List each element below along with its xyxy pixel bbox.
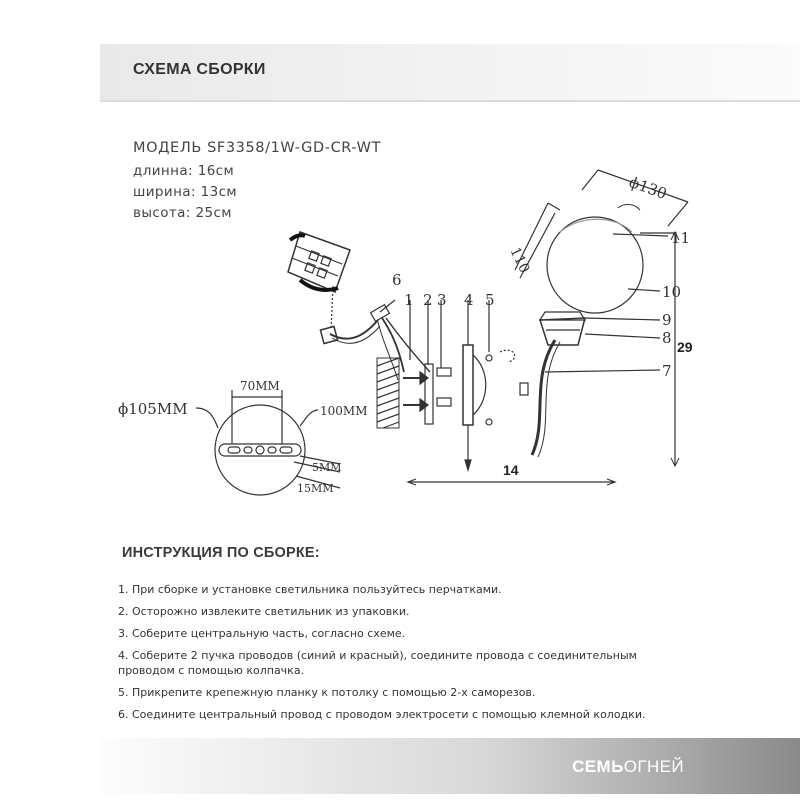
brand-logo bbox=[572, 757, 684, 777]
instruction-item: 1. При сборке и установке светильника пользуйтесь перчатками. bbox=[118, 583, 502, 596]
part-number-1: 1 bbox=[404, 291, 414, 309]
part-number-4: 4 bbox=[464, 291, 474, 309]
part-number-2: 2 bbox=[423, 291, 433, 309]
spec-height: высота: 25см bbox=[133, 205, 232, 221]
model-name: МОДЕЛЬ SF3358/1W-GD-CR-WT bbox=[133, 140, 382, 156]
brand-bold: СЕМЬ bbox=[572, 757, 624, 776]
instruction-item: 6. Соедините центральный провод с проводом электросети с помощью клемной колодки. bbox=[118, 708, 646, 721]
projection-dimension: 14 bbox=[503, 462, 519, 478]
dimension-lines bbox=[408, 170, 691, 485]
ceiling-hatch bbox=[377, 358, 399, 428]
shade-diameter-label: ϕ130 bbox=[626, 172, 670, 204]
part-number-7: 7 bbox=[662, 362, 672, 380]
instruction-item: 4. Соберите 2 пучка проводов (синий и красный), соедините провода с соединительным проводом с помощью колпачка. bbox=[118, 649, 637, 677]
spec-width: ширина: 13см bbox=[133, 184, 237, 200]
mount-depth-label: 100ММ bbox=[320, 404, 368, 418]
spec-length: длинна: 16см bbox=[133, 163, 235, 179]
part-number-5: 5 bbox=[485, 291, 495, 309]
part-number-6: 6 bbox=[392, 271, 402, 289]
instruction-item: 3. Соберите центральную часть, согласно схеме. bbox=[118, 627, 406, 640]
part-number-3: 3 bbox=[437, 291, 447, 309]
mount-plate-detail bbox=[196, 390, 340, 495]
height-dimension: 29 bbox=[677, 339, 693, 355]
part-number-10: 10 bbox=[662, 283, 682, 301]
instructions-list bbox=[118, 582, 738, 729]
instructions-title: ИНСТРУКЦИЯ ПО СБОРКЕ: bbox=[122, 545, 320, 561]
screws bbox=[403, 300, 451, 424]
lamp-arm bbox=[520, 312, 585, 457]
mount-spacing-label: 70ММ bbox=[240, 379, 280, 393]
slot-large-label: 15ММ bbox=[297, 482, 334, 495]
slot-small-label: 5ММ bbox=[312, 461, 342, 474]
part-number-11: 11 bbox=[671, 229, 691, 247]
terminal-block-detail bbox=[288, 232, 350, 330]
mount-diameter-label: ϕ105ММ bbox=[118, 400, 188, 418]
shade-height-label: 110 bbox=[506, 244, 533, 276]
instruction-item: 5. Прикрепите крепежную планку к потолку с помощью 2-х саморезов. bbox=[118, 686, 536, 699]
part-number-8: 8 bbox=[662, 329, 672, 347]
footer-bar bbox=[100, 738, 800, 794]
instruction-item: 2. Осторожно извлеките светильник из упаковки. bbox=[118, 605, 410, 618]
brand-light: ОГНЕЙ bbox=[623, 757, 684, 776]
canopy bbox=[463, 300, 515, 470]
page-title: СХЕМА СБОРКИ bbox=[133, 61, 266, 78]
wire-bundle bbox=[320, 300, 430, 380]
part-number-9: 9 bbox=[662, 311, 672, 329]
glass-shade bbox=[547, 204, 643, 313]
